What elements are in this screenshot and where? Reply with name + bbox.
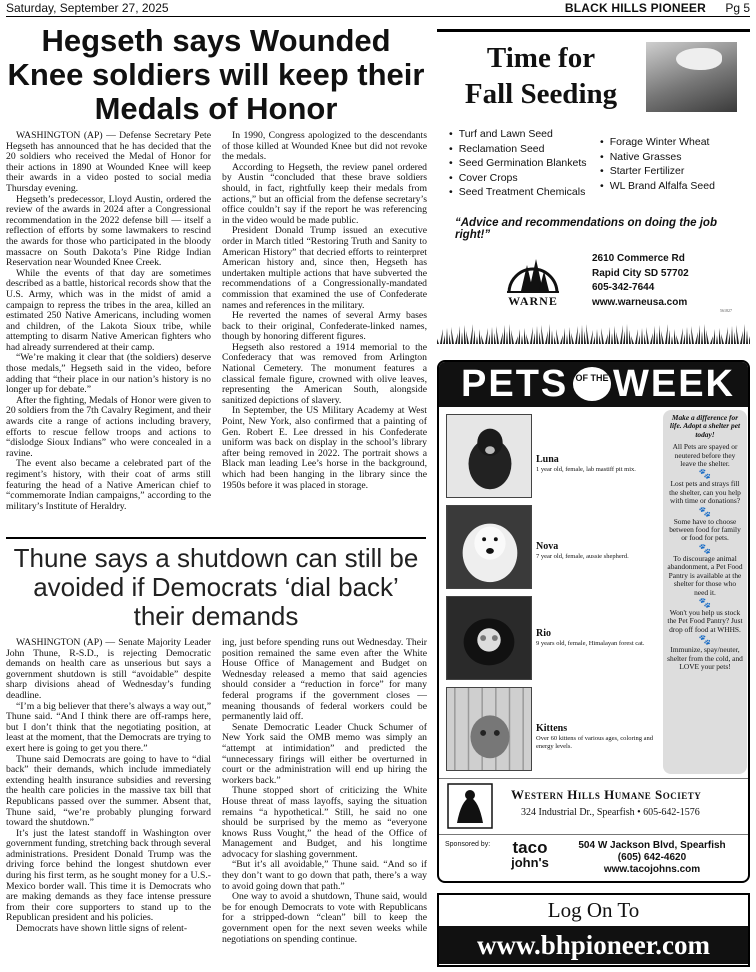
story1-column-1 — [6, 131, 211, 512]
paper-name: BLACK HILLS PIONEER — [564, 1, 706, 15]
sponsor-section — [439, 834, 748, 883]
pet-card-kittens — [439, 687, 664, 771]
paragraph: “We’re making it clear that (the soldiers) deserve those medals,” Hegseth said in the video, before adding that “their place in our nation’s history is no longer up for debate.” — [6, 352, 211, 396]
humane-society — [439, 778, 748, 832]
pet-card-nova — [439, 505, 664, 589]
seed-advertisement[interactable] — [437, 29, 750, 345]
humane-society-logo-icon — [447, 783, 493, 829]
paragraph: Hegseth’s predecessor, Lloyd Austin, ordered the review of the awards in 2024 after a Congressional recommendation in the 2022 defense bill — itself a reflection of efforts by some lawmakers to rescind the awards for those who participated in the bloody massacre on South Dakota’s Pine Ridge Indian Reservation near Wounded Knee Creek. — [6, 193, 211, 269]
list-item: • Native Grasses — [600, 150, 715, 165]
product-list-2 — [600, 135, 715, 193]
seed-hand-image — [646, 42, 737, 112]
dog-photo-icon — [446, 505, 532, 589]
paragraph: President Donald Trump issued an executive order in March titled “Restoring Truth and Sanity to American History” that decried efforts to reinterpret American history and, since then, Hegseth has undertaken multiple actions that have subverted the recommendations of a Congressionally-mandated commission that examined the use of Confederate names and references in the military. — [222, 225, 427, 311]
list-item: • Starter Fertilizer — [600, 164, 715, 179]
pet-description: 9 years old, female, Himalayan forest cat. — [536, 640, 645, 647]
sponsor-contact — [557, 840, 747, 876]
list-item: • Turf and Lawn Seed — [449, 127, 587, 142]
paragraph: Hegseth also restored a 1914 memorial to the Confederacy that was removed from Arlington National Cemetery. The monument features a classical female figure, crowned with olive leaves, representing the American South, alongside sanitized depictions of slavery. — [222, 341, 427, 406]
log-on-label: Log On To — [547, 898, 640, 922]
sponsored-by-label: Sponsored by: — [445, 841, 491, 848]
sidebar-item: To discourage animal abandonment, a Pet Food Pantry is available at the shelter for those who need it. — [667, 553, 743, 597]
paragraph: ing, just before spending runs out Wednesday. Their position remained the same even after the White House Office of Management and Budget on Wednesday released a memo that said agencies should consider a “reduction in force” for many federal programs if the government closes — meaning thousands of federal workers could be permanently laid off. — [222, 637, 427, 723]
logo-line1: taco — [512, 838, 548, 857]
sponsor-phone: (605) 642-4620 — [617, 852, 687, 863]
pets-of-the-week — [437, 360, 750, 883]
sidebar-item: Lost pets and strays fill the shelter, can you help with time or donations? — [669, 479, 741, 506]
paragraph: After the fighting, Medals of Honor were given to 20 soldiers from the 7th Cavalry Regiment, and their awards cite a range of actions including bravery, efforts to rescue fellow troops and actions to “dislodge Sioux Indians” who were concealed in a ravine. — [6, 394, 211, 459]
banner-pets: PETS — [461, 363, 569, 405]
paragraph: One way to avoid a shutdown, Thune said, would be for enough Democrats to vote with Republicans for a stripped-down “clean” bill to keep the government open for the next seven weeks while negotiations on spending continue. — [222, 891, 427, 945]
paragraph: In September, the US Military Academy at West Point, New York, also confirmed that a painting of Gen. Robert E. Lee dressed in his Confederate uniform was back on display in the school’s library after being removed in 2022. The portrait shows a Black man leading Lee’s horse in the background, which had been hanging in the library since the 1950s before it was placed in storage. — [222, 405, 427, 491]
hand-shape — [676, 48, 722, 70]
sidebar-item: Immunize, spay/neuter, shelter from the cold, and LOVE your pets! — [667, 645, 743, 671]
pets-banner — [439, 362, 748, 407]
paragraph: “But it’s all avoidable,” Thune said. “And so if they don’t want to go down that path, there’s a way to avoid going down that path.” — [222, 859, 427, 892]
page-number: Pg 5 — [725, 1, 750, 15]
pet-card-luna — [439, 414, 664, 498]
grass-border-image — [437, 322, 750, 344]
pet-name: Kittens — [536, 723, 568, 734]
sidebar-lead: Make a difference for life. Adopt a shelter pet today! — [669, 413, 741, 439]
society-address: 324 Industrial Dr., Spearfish • 605-642-1576 — [521, 807, 700, 818]
pet-name: Rio — [536, 628, 551, 639]
pet-name: Nova — [536, 541, 559, 552]
paw-icon: 🐾 — [698, 469, 712, 481]
ad-phone: 605-342-7644 — [592, 282, 655, 293]
story1-column-2 — [222, 131, 427, 491]
cat-photo-icon — [446, 596, 532, 680]
page-header — [6, 0, 750, 17]
banner-of-the: OF THE — [573, 367, 611, 401]
logo-line2: john's — [511, 855, 549, 870]
paw-icon: 🐾 — [698, 543, 712, 555]
ad-website-link[interactable]: www.warneusa.com — [592, 296, 688, 308]
warne-logo-text: WARNE — [508, 294, 558, 308]
paragraph: Thune stopped short of criticizing the White House threat of mass layoffs, saying the situation remains “a hypothetical.” Still, he said no one should be surprised by the memo as “everyone knows Russ Vought,” the head of the Office of Management and Budget, and his longtime advocacy for slashing government. — [222, 785, 427, 860]
paragraph: The event also became a celebrated part of the regiment’s history, with their coat of arms still featuring the head of a Native American chief to “commemorate Indian campaigns,” according to the military’s Institute of Heraldry. — [6, 458, 211, 512]
list-item: • Cover Crops — [449, 171, 587, 186]
sidebar-item: Some have to choose between food for family or food for pets. — [669, 516, 741, 543]
issue-date: Saturday, September 27, 2025 — [6, 1, 169, 15]
list-item: • Forage Winter Wheat — [600, 135, 715, 150]
list-item: • Seed Germination Blankets — [449, 156, 587, 171]
paw-icon: 🐾 — [698, 506, 712, 518]
log-on-box[interactable] — [437, 893, 750, 967]
pet-card-rio — [439, 596, 664, 680]
pet-name: Luna — [536, 454, 559, 465]
paragraph: Thune said Democrats are going to have to “dial back” their demands, which include immediately extending health insurance subsidies and reversing the health care policies in the massive tax bill that Republicans passed over the summer. Absent that, Thune said, “we’re probably plunging forward toward the shutdown.” — [6, 753, 211, 829]
paragraph: Democrats have shown little signs of relent- — [16, 923, 188, 935]
ad-title — [451, 40, 631, 112]
paw-icon: 🐾 — [698, 635, 712, 647]
ad-number: 561827 — [720, 308, 732, 313]
adoption-sidebar — [663, 410, 747, 774]
sidebar-item: All Pets are spayed or neutered before they leave the shelter. — [672, 442, 738, 469]
product-list-1 — [449, 127, 587, 200]
list-item: • Seed Treatment Chemicals — [449, 185, 587, 200]
list-item: • WL Brand Alfalfa Seed — [600, 179, 715, 194]
pet-description: 1 year old, female, lab mastiff pit mix. — [536, 466, 636, 473]
paragraph: He reverted the names of several Army bases back to their original, Confederate-linked names, though by honoring different figures. — [222, 310, 427, 343]
story1-headline: Hegseth says Wounded Knee soldiers will keep their Medals of Honor — [7, 23, 425, 126]
paragraph: It’s just the latest standoff in Washington over government funding, stretching back through several administrations. President Donald Trump was the driving force behind the longest shutdown ever during his first term, as he sought money for a U.S.-Mexico border wall. This time it is Democrats who are making demands as they face intense pressure from their core supporters to stand up to the Republican president and his policies. — [6, 827, 211, 924]
dog-photo-icon — [446, 414, 532, 498]
story2-headline: Thune says a shutdown can still be avoided if Democrats ‘dial back’ their demands — [13, 543, 419, 631]
site-url-link[interactable]: www.bhpioneer.com — [439, 926, 748, 964]
kitten-photo-icon — [446, 687, 532, 771]
sidebar-item: Won't you help us stock the Pet Food Pantry? Just drop off food at WHHS. — [667, 607, 743, 634]
ad-title-line2: Fall Seeding — [464, 78, 618, 110]
society-name: Western Hills Humane Society — [511, 787, 702, 802]
taco-johns-logo — [503, 839, 557, 869]
paragraph: WASHINGTON (AP) — Senate Majority Leader John Thune, R-S.D., is rejecting Democratic demands on health care as unserious but says a government shutdown is still “avoidable” despite sharp divisions ahead of Wednesday’s funding deadline. — [6, 637, 211, 701]
ad-address-2: Rapid City SD 57702 — [592, 267, 689, 279]
sponsor-address: 504 W Jackson Blvd, Spearfish — [578, 840, 726, 851]
story-divider — [6, 537, 426, 539]
ad-contact — [592, 252, 689, 310]
paragraph: Senate Democratic Leader Chuck Schumer of New York said the OMB memo was simply an “attempt at intimidation” and predicted the “unnecessary firings will either be overturned in court or the administration will end up hiring the workers back.” — [222, 721, 427, 786]
pet-description: 7 year old, female, aussie shepherd. — [536, 553, 629, 560]
ad-address-1: 2610 Commerce Rd — [592, 253, 685, 264]
list-item: • Reclamation Seed — [449, 142, 587, 157]
pet-description: Over 60 kittens of various ages, coloring and energy levels. — [536, 735, 653, 750]
paw-icon: 🐾 — [698, 597, 712, 609]
sponsor-website-link[interactable]: www.tacojohns.com — [603, 864, 701, 875]
paragraph: WASHINGTON (AP) — Defense Secretary Pete Hegseth has announced that he has decided that the 20 soldiers who received the Medal of Honor for their actions in 1890 at Wounded Knee will keep their awards in a video posted to social media Thursday evening. — [6, 130, 211, 194]
ad-title-line1: Time for — [486, 42, 596, 74]
ad-tagline: “Advice and recommendations on doing the job right!” — [455, 217, 717, 241]
story2-column-2 — [222, 638, 427, 945]
paragraph: “I’m a big believer that there’s always a way out,” Thune said. “And I think there are off-ramps here, but I don’t think that the negotiating position, at least at the moment, that the Democrats are trying to exert here is going to get you there.” — [6, 700, 211, 754]
story2-column-1 — [6, 638, 211, 935]
paragraph: According to Hegseth, the review panel ordered by Austin “concluded that these brave soldiers should, in fact, rightfully keep their medals from actions,” but an official from the defense secretary’s office couldn’t say if the report he was referencing in the video would be made public. — [222, 161, 427, 226]
banner-week: WEEK — [613, 363, 735, 405]
paragraph: In 1990, Congress apologized to the descendants of those killed at Wounded Knee but did not revoke the medals. — [222, 130, 427, 163]
paragraph: While the events of that day are sometimes described as a battle, historical records show that the U.S. Army, which was in the midst of amid a campaign to repress the tribes in the area, killed an estimated 250 Native Americans, including women and children, of the Lakota Sioux tribe, while attempting to disarm Native American fighters who had already surrendered at their camp. — [6, 267, 211, 353]
